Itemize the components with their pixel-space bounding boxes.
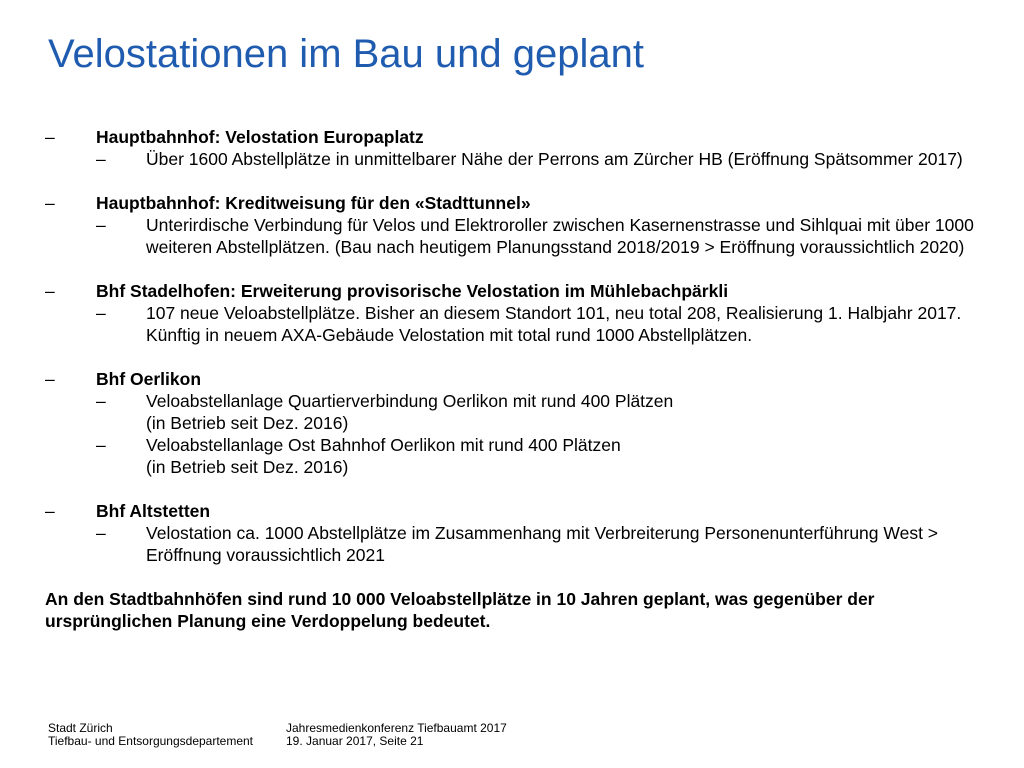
sub-item bbox=[45, 434, 995, 478]
bullet-dash: – bbox=[96, 149, 106, 169]
sub-item bbox=[45, 522, 995, 566]
bullet-dash: – bbox=[45, 193, 55, 213]
page-title: Velostationen im Bau und geplant bbox=[48, 32, 644, 76]
section-heading: Hauptbahnhof: Velostation Europaplatz bbox=[96, 127, 424, 147]
sub-item-note: (in Betrieb seit Dez. 2016) bbox=[146, 413, 349, 433]
section-heading: Hauptbahnhof: Kreditweisung für den «Stadttunnel» bbox=[96, 193, 531, 213]
section-heading: Bhf Stadelhofen: Erweiterung provisorische Velostation im Mühlebachpärkli bbox=[96, 281, 729, 301]
sub-item-text: Veloabstellanlage Quartierverbindung Oerlikon mit rund 400 Plätzen bbox=[146, 391, 674, 411]
footer-event bbox=[286, 722, 507, 748]
section-hauptbahnhof-europaplatz bbox=[45, 126, 995, 170]
bullet-dash: – bbox=[45, 501, 55, 521]
bullet-dash: – bbox=[96, 391, 106, 411]
section-stadelhofen bbox=[45, 280, 995, 346]
footer-event-line2: 19. Januar 2017, Seite 21 bbox=[286, 734, 424, 748]
bullet-dash: – bbox=[45, 369, 55, 389]
bullet-dash: – bbox=[96, 435, 106, 455]
section-oerlikon bbox=[45, 368, 995, 478]
sub-item-body bbox=[146, 434, 621, 478]
section-heading: Bhf Altstetten bbox=[96, 501, 211, 521]
section-heading: Bhf Oerlikon bbox=[96, 369, 202, 389]
sub-item bbox=[45, 390, 995, 434]
bullet-dash: – bbox=[45, 127, 55, 147]
summary-text: An den Stadtbahnhöfen sind rund 10 000 Veloabstellplätze in 10 Jahren geplant, was gegenüber der ursprünglichen Planung eine Verdoppelung bedeutet. bbox=[45, 589, 875, 631]
sub-item bbox=[45, 302, 995, 346]
footer-event-line1: Jahresmedienkonferenz Tiefbauamt 2017 bbox=[286, 721, 507, 735]
footer-org-line1: Stadt Zürich bbox=[48, 721, 113, 735]
slide-content bbox=[45, 126, 995, 632]
footer-org-line2: Tiefbau- und Entsorgungsdepartement bbox=[48, 734, 254, 748]
sub-item-body bbox=[146, 390, 673, 434]
sub-item-text: Velostation ca. 1000 Abstellplätze im Zusammenhang mit Verbreiterung Personenunterführung West > Eröffnung voraussichtlich 2021 bbox=[146, 523, 939, 565]
sub-item-text: Über 1600 Abstellplätze in unmittelbarer Nähe der Perrons am Zürcher HB (Eröffnung Spätsommer 2017) bbox=[146, 149, 963, 169]
sub-item-text: 107 neue Veloabstellplätze. Bisher an diesem Standort 101, neu total 208, Realisierung 1. Halbjahr 2017. Künftig in neuem AXA-Gebäude Velostation mit total rund 1000 Abstellplätzen. bbox=[146, 303, 962, 345]
sub-item-note: (in Betrieb seit Dez. 2016) bbox=[146, 457, 349, 477]
sub-item bbox=[45, 148, 995, 170]
section-altstetten bbox=[45, 500, 995, 566]
bullet-dash: – bbox=[45, 281, 55, 301]
bullet-dash: – bbox=[96, 215, 106, 235]
sub-item bbox=[45, 214, 995, 258]
footer-organisation bbox=[48, 722, 253, 748]
bullet-dash: – bbox=[96, 303, 106, 323]
bullet-dash: – bbox=[96, 523, 106, 543]
sub-item-text: Unterirdische Verbindung für Velos und Elektroroller zwischen Kasernenstrasse und Sihlquai mit über 1000 weiteren Abstellplätzen. (Bau nach heutigem Planungsstand 2018/2019 > Eröffnung voraussichtlich 2020) bbox=[146, 215, 974, 257]
sub-item-text: Veloabstellanlage Ost Bahnhof Oerlikon mit rund 400 Plätzen bbox=[146, 435, 621, 455]
section-hauptbahnhof-stadttunnel bbox=[45, 192, 995, 258]
